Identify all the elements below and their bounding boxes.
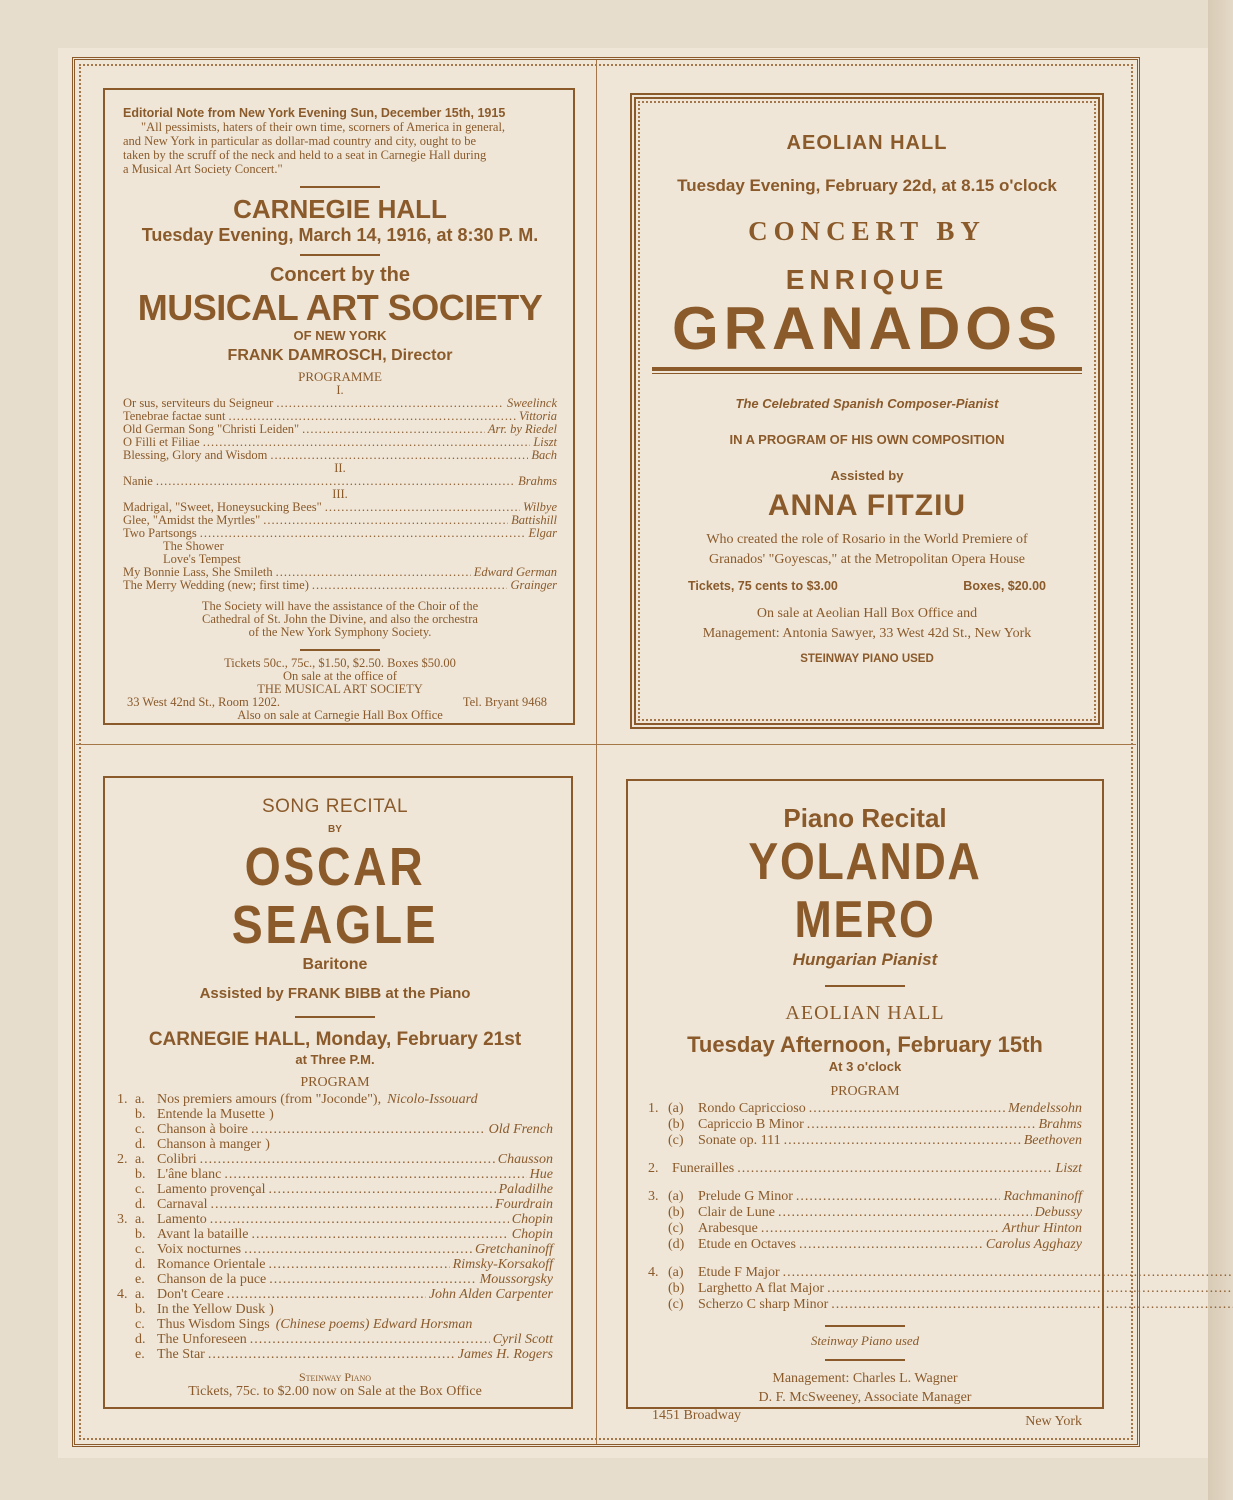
program-row [117, 1257, 553, 1272]
piece-title: O Filli et Filiae [123, 435, 200, 449]
musical-art-society-ad [103, 88, 575, 725]
program-row [117, 1182, 553, 1197]
first-name: ENRIQUE [785, 264, 949, 295]
brace: ) [269, 1302, 274, 1317]
divider-rule [295, 1016, 375, 1018]
composer: Beethoven [1023, 1133, 1082, 1148]
piece-title: Colibri [157, 1152, 197, 1167]
item-number: 3. [117, 1212, 128, 1227]
venue-title: AEOLIAN HALL [786, 132, 948, 154]
item-letter: b. [135, 1107, 146, 1122]
item-letter: d. [135, 1137, 146, 1152]
piece-title: The Merry Wedding (new; first time) [123, 578, 309, 592]
program-row [117, 1347, 553, 1362]
composer: Paladilhe [498, 1182, 553, 1197]
office-name: THE MUSICAL ART SOCIETY [257, 682, 423, 696]
item-letter: c. [135, 1122, 145, 1137]
role-line: Granados' "Goyescas," at the Metropolitan Opera House [708, 552, 1026, 567]
composer: Grainger [510, 578, 557, 592]
item-letter: a. [135, 1092, 145, 1107]
program-row [648, 1281, 1233, 1297]
leader-dots [210, 1212, 509, 1227]
leader-dots [208, 1347, 455, 1362]
composer: Mendelssohn [1008, 1101, 1082, 1116]
piece-title: Larghetto A flat Major [698, 1281, 825, 1296]
composer: Old French [488, 1122, 553, 1137]
composer: Carolus Agghazy [985, 1237, 1082, 1252]
program-row [117, 1317, 553, 1332]
item-letter: (c) [668, 1297, 684, 1312]
piece-title: Lamento [157, 1212, 207, 1227]
composer: John Alden Carpenter [428, 1287, 553, 1302]
partsong-list [123, 540, 557, 566]
item-letter: e. [135, 1272, 145, 1287]
ticket-info: Tickets, 75c. to $2.00 now on Sale at the Box Office [188, 1384, 482, 1399]
partsong: The Shower [163, 539, 224, 553]
leader-dots [211, 1197, 493, 1212]
item-letter: e. [135, 1347, 145, 1362]
composer: Cyril Scott [492, 1332, 553, 1347]
piece-title: Carnaval [157, 1197, 208, 1212]
management: Management: Charles L. Wagner [772, 1371, 958, 1386]
piece-title: Nos premiers amours (from "Joconde"), [157, 1092, 382, 1107]
associate-manager: D. F. McSweeney, Associate Manager [758, 1390, 972, 1405]
divider-rule [825, 1325, 905, 1327]
leader-dots [796, 1189, 1001, 1205]
leader-dots [783, 1265, 1233, 1281]
piece-title: Voix nocturnes [157, 1242, 242, 1257]
performer-name: GRANADOS [671, 295, 1062, 362]
leader-dots [200, 527, 526, 540]
piece-title: Madrigal, "Sweet, Honeysucking Bees" [123, 500, 322, 514]
assisted-by: Assisted by [830, 468, 904, 483]
city: New York [1025, 1414, 1082, 1429]
composer: Hue [529, 1167, 553, 1182]
leader-dots [268, 1257, 449, 1272]
subtitle: Hungarian Pianist [792, 950, 938, 969]
program-row [648, 1205, 1082, 1221]
sale-info [656, 604, 1078, 644]
item-number [648, 1221, 668, 1237]
telephone: Tel. Bryant 9468 [462, 695, 547, 709]
piece-title: Two Partsongs [123, 526, 197, 540]
editorial-title: Editorial Note from New York Evening Sun, December 15th, 1915 [123, 106, 506, 120]
item-letter: (a) [668, 1101, 684, 1116]
program-row [648, 1297, 1233, 1313]
leader-dots [831, 1297, 1233, 1313]
tickets: Tickets, 75 cents to $3.00 [688, 579, 838, 593]
editorial-quote-cont [123, 134, 557, 176]
composer: Sweelinck [507, 396, 557, 410]
sale-line: Management: Antonia Sawyer, 33 West 42d St., New York [702, 626, 1032, 641]
leader-dots [778, 1205, 1032, 1221]
program-heading: PROGRAM [300, 1075, 370, 1090]
oscar-seagle-ad [103, 776, 573, 1409]
program-list-3b [123, 566, 557, 592]
composer: James H. Rogers [457, 1347, 553, 1362]
address-row [648, 1407, 1082, 1431]
item-number [648, 1297, 668, 1313]
composer: Battishill [511, 513, 557, 527]
program-row [117, 1107, 553, 1122]
divider-rule [825, 1359, 905, 1361]
composer: Arr. by Riedel [487, 422, 557, 436]
piece-title: Glee, "Amidst the Myrtles" [123, 513, 261, 527]
program-list-1 [123, 397, 557, 462]
program-row [117, 1197, 553, 1212]
piece-title: Old German Song "Christi Leiden" [123, 422, 300, 436]
leader-dots [761, 1221, 999, 1237]
piece-title: Chanson de la puce [157, 1272, 267, 1287]
ticket-info [123, 657, 557, 696]
program-row [117, 1227, 553, 1242]
partsong: Love's Tempest [163, 552, 241, 566]
composer: Brahms [518, 474, 557, 488]
item-letter: a. [135, 1287, 145, 1302]
piece-title: Don't Ceare [157, 1287, 224, 1302]
piece-title: Prelude G Minor [698, 1189, 793, 1204]
composer: Wilbye [522, 500, 557, 514]
piece-title: Clair de Lune [698, 1205, 775, 1220]
item-letter: (b) [668, 1205, 685, 1220]
leader-dots [268, 1182, 495, 1197]
voice-type: Baritone [302, 956, 368, 973]
concert-by: Concert by the [269, 264, 411, 286]
program-row [117, 1137, 553, 1152]
leader-dots [827, 1281, 1233, 1297]
role-line: Who created the role of Rosario in the World Premiere of [706, 532, 1028, 547]
item-letter: (c) [668, 1133, 684, 1148]
section-numeral: III. [332, 487, 348, 501]
leader-dots [325, 501, 520, 514]
item-letter: (c) [668, 1221, 684, 1236]
item-number [117, 1347, 135, 1362]
venue-title: CARNEGIE HALL [233, 194, 447, 224]
program-list-3 [123, 501, 557, 540]
divider-rule [300, 254, 380, 256]
on-sale: On sale at the office of [283, 669, 397, 683]
concert-by: CONCERT BY [748, 216, 986, 246]
composer: Rachmaninoff [1003, 1189, 1082, 1204]
piece-title: Rondo Capriccioso [698, 1101, 806, 1116]
recital-type: Piano Recital [783, 803, 947, 833]
steinway-note: Steinway Piano used [810, 1333, 920, 1348]
leader-dots [270, 449, 528, 462]
item-number [117, 1107, 135, 1122]
leader-dots [251, 1227, 508, 1242]
brace: ) [265, 1137, 270, 1152]
item-letter: b. [135, 1227, 146, 1242]
leader-dots [737, 1161, 1052, 1177]
assistance-line: The Society will have the assistance of the Choir of the [201, 599, 479, 613]
composer: Debussy [1034, 1205, 1082, 1220]
program-row [117, 1332, 553, 1347]
composer: Chausson [497, 1152, 553, 1167]
item-letter: d. [135, 1332, 146, 1347]
item-letter: (b) [668, 1117, 685, 1132]
steinway-note: Steinway Piano [298, 1370, 372, 1384]
piece-title: In the Yellow Dusk [157, 1302, 266, 1317]
item-number [648, 1205, 668, 1221]
leader-dots [251, 1122, 486, 1137]
composer: Brahms [1038, 1117, 1082, 1132]
horizontal-divider [76, 744, 1136, 745]
divider-rule [300, 649, 380, 651]
composer: Chopin [511, 1212, 553, 1227]
by-label: BY [328, 824, 342, 835]
role-note [656, 530, 1078, 570]
piece-title: Chanson à boire [157, 1122, 248, 1137]
composer: Chopin [511, 1227, 553, 1242]
leader-dots [244, 1242, 472, 1257]
program-row [117, 1122, 553, 1137]
leader-dots [200, 1152, 495, 1167]
program-row [117, 1167, 553, 1182]
program-row [648, 1101, 1082, 1117]
piece-title: The Star [157, 1347, 205, 1362]
leader-dots [302, 423, 485, 436]
item-number [117, 1272, 135, 1287]
piece-title: My Bonnie Lass, She Smileth [123, 565, 273, 579]
program-row [117, 1272, 553, 1287]
assisted-by: Assisted by FRANK BIBB at the Piano [199, 985, 471, 1002]
piece-title: Or sus, serviteurs du Seigneur [123, 396, 274, 410]
time: At 3 o'clock [828, 1059, 902, 1074]
time: at Three P.M. [295, 1052, 375, 1067]
vertical-divider [596, 60, 597, 1444]
society-name: MUSICAL ART SOCIETY [137, 287, 543, 328]
piece-title: Thus Wisdom Sings [157, 1317, 270, 1332]
composer: Liszt [1055, 1161, 1082, 1176]
leader-dots [784, 1133, 1021, 1149]
leader-dots [269, 1272, 476, 1287]
program-row [648, 1265, 1233, 1281]
price-row [656, 578, 1078, 594]
assistant-name: ANNA FITZIU [767, 489, 967, 522]
item-number: 2. [117, 1152, 128, 1167]
program-group-1 [648, 1101, 1082, 1149]
tagline: The Celebrated Spanish Composer-Pianist [735, 396, 999, 411]
leader-dots [799, 1237, 983, 1253]
of-new-york: OF NEW YORK [293, 328, 387, 343]
composer: Edward German [473, 565, 557, 579]
composer: Arthur Hinton [1002, 1221, 1082, 1236]
leader-dots [276, 397, 504, 410]
item-number: 4. [648, 1265, 659, 1280]
address: 1451 Broadway [652, 1408, 742, 1423]
leader-dots [227, 1287, 426, 1302]
item-number [117, 1182, 135, 1197]
composer: Vittoria [519, 409, 557, 423]
piece-title: Etude en Octaves [698, 1237, 796, 1252]
item-number [117, 1317, 135, 1332]
program-group-2 [648, 1161, 1082, 1177]
piece-title: L'âne blanc [157, 1167, 222, 1182]
heavy-rule [652, 367, 1082, 374]
performer-name: YOLANDA MERO [748, 833, 982, 949]
leader-dots [263, 514, 508, 527]
item-letter: a. [135, 1152, 145, 1167]
piece-title: Tenebrae factae sunt [123, 409, 226, 423]
program-heading: PROGRAM [830, 1084, 900, 1099]
item-letter: (a) [668, 1189, 684, 1204]
item-number: 3. [648, 1189, 659, 1204]
recital-type: SONG RECITAL [261, 796, 409, 817]
program-row [648, 1117, 1082, 1133]
assistance-note [123, 600, 557, 639]
program-row [117, 1287, 553, 1302]
section-numeral: I. [336, 383, 344, 397]
composer: Moussorgsky [479, 1272, 553, 1287]
item-number: 1. [648, 1101, 659, 1116]
program-row [117, 1092, 553, 1107]
item-number [648, 1237, 668, 1253]
concert-date: Tuesday Evening, March 14, 1916, at 8:30 P. M. [141, 225, 539, 245]
item-number [648, 1117, 668, 1133]
item-letter: c. [135, 1317, 145, 1332]
piece-title: Arabesque [698, 1221, 758, 1236]
leader-dots [224, 1167, 526, 1182]
concert-date: Tuesday Afternoon, February 15th [687, 1032, 1043, 1057]
programme-heading: PROGRAMME [298, 369, 382, 384]
composer: Nicolo-Issouard [387, 1092, 478, 1107]
granados-ad [630, 93, 1104, 729]
program-row [648, 1133, 1082, 1149]
item-letter: d. [135, 1197, 146, 1212]
leader-dots [809, 1101, 1005, 1117]
item-letter: c. [135, 1182, 145, 1197]
item-number [117, 1227, 135, 1242]
piece-title: Entende la Musette [157, 1107, 266, 1122]
divider-rule [825, 985, 905, 987]
item-letter: (a) [668, 1265, 684, 1280]
director: FRANK DAMROSCH, Director [227, 347, 453, 364]
program-row [117, 1302, 553, 1317]
also-on-sale: Also on sale at Carnegie Hall Box Office [237, 708, 443, 722]
editorial-line: and New York in particular as dollar-mad country and city, ought to be [123, 134, 477, 148]
program-row [123, 579, 557, 592]
brace: ) [269, 1107, 274, 1122]
program-note: IN A PROGRAM OF HIS OWN COMPOSITION [729, 432, 1005, 447]
leader-dots [807, 1117, 1036, 1133]
tickets: Tickets 50c., 75c., $1.50, $2.50. Boxes $50.00 [224, 656, 456, 670]
editorial-line: "All pessimists, haters of their own time, scorners of America in general, [141, 120, 506, 134]
item-number [117, 1137, 135, 1152]
item-number [117, 1197, 135, 1212]
item-number [117, 1332, 135, 1347]
piece-title: Blessing, Glory and Wisdom [123, 448, 268, 462]
program-row [648, 1189, 1082, 1205]
piece-title: Scherzo C sharp Minor [698, 1297, 829, 1312]
piece-title: Avant la bataille [157, 1227, 249, 1242]
program-group-4 [648, 1265, 1233, 1313]
venue-date: CARNEGIE HALL, Monday, February 21st [148, 1029, 522, 1050]
item-number [117, 1242, 135, 1257]
piece-title: Funerailles [672, 1161, 735, 1176]
assistance-line: Cathedral of St. John the Divine, and also the orchestra [202, 612, 478, 626]
item-number: 2. [648, 1161, 659, 1176]
performer-name: OSCAR SEAGLE [231, 837, 439, 955]
composer: Elgar [528, 526, 557, 540]
program-group-4-wrap [648, 1265, 1082, 1313]
item-number [117, 1257, 135, 1272]
divider-rule [300, 186, 380, 188]
yolanda-mero-ad [626, 779, 1104, 1429]
item-letter: a. [135, 1212, 145, 1227]
piece-title: Romance Orientale [157, 1257, 266, 1272]
piece-title: Sonate op. 111 [698, 1133, 781, 1148]
leader-dots [250, 1332, 490, 1347]
piece-title: The Unforeseen [157, 1332, 247, 1347]
piece-title: Nanie [123, 474, 153, 488]
item-number [117, 1167, 135, 1182]
program-row [648, 1237, 1082, 1253]
item-number [648, 1281, 668, 1297]
item-number [117, 1122, 135, 1137]
composer: Gretchaninoff [474, 1242, 553, 1257]
program-row [648, 1221, 1082, 1237]
composer: Bach [531, 448, 557, 462]
composer: (Chinese poems) Edward Horsman [275, 1317, 473, 1332]
item-letter: (d) [668, 1237, 685, 1252]
item-letter: c. [135, 1242, 145, 1257]
item-number: 4. [117, 1287, 128, 1302]
item-number [648, 1133, 668, 1149]
editorial-line: taken by the scruff of the neck and held to a seat in Carnegie Hall during [123, 148, 487, 162]
boxes: Boxes, $20.00 [963, 579, 1046, 593]
program-row [648, 1161, 1082, 1177]
item-letter: b. [135, 1302, 146, 1317]
program-list [117, 1092, 553, 1362]
item-number [117, 1302, 135, 1317]
piece-title: Lamento provençal [157, 1182, 266, 1197]
item-letter: d. [135, 1257, 146, 1272]
composer: Fourdrain [495, 1197, 553, 1212]
editorial-quote [123, 120, 557, 134]
item-letter: b. [135, 1167, 146, 1182]
piece-title: Etude F Major [698, 1265, 780, 1280]
address: 33 West 42nd St., Room 1202. [127, 695, 280, 709]
program-row [117, 1242, 553, 1257]
concert-date: Tuesday Evening, February 22d, at 8.15 o'clock [677, 176, 1057, 195]
program-row [117, 1212, 553, 1227]
piano-note: STEINWAY PIANO USED [800, 653, 934, 665]
assistance-line: of the New York Symphony Society. [248, 625, 432, 639]
item-letter: (b) [668, 1281, 685, 1296]
piece-title: Capriccio B Minor [698, 1117, 804, 1132]
item-number: 1. [117, 1092, 128, 1107]
program-row [117, 1152, 553, 1167]
piece-title: Chanson à manger [157, 1137, 262, 1152]
program-group-3 [648, 1189, 1082, 1253]
venue-title: AEOLIAN HALL [785, 1002, 945, 1024]
editorial-line: a Musical Art Society Concert." [123, 162, 283, 176]
composer: Liszt [533, 435, 557, 449]
sale-line: On sale at Aeolian Hall Box Office and [756, 606, 978, 621]
section-numeral: II. [334, 461, 346, 475]
leader-dots [312, 579, 508, 592]
composer: Rimsky-Korsakoff [452, 1257, 553, 1272]
